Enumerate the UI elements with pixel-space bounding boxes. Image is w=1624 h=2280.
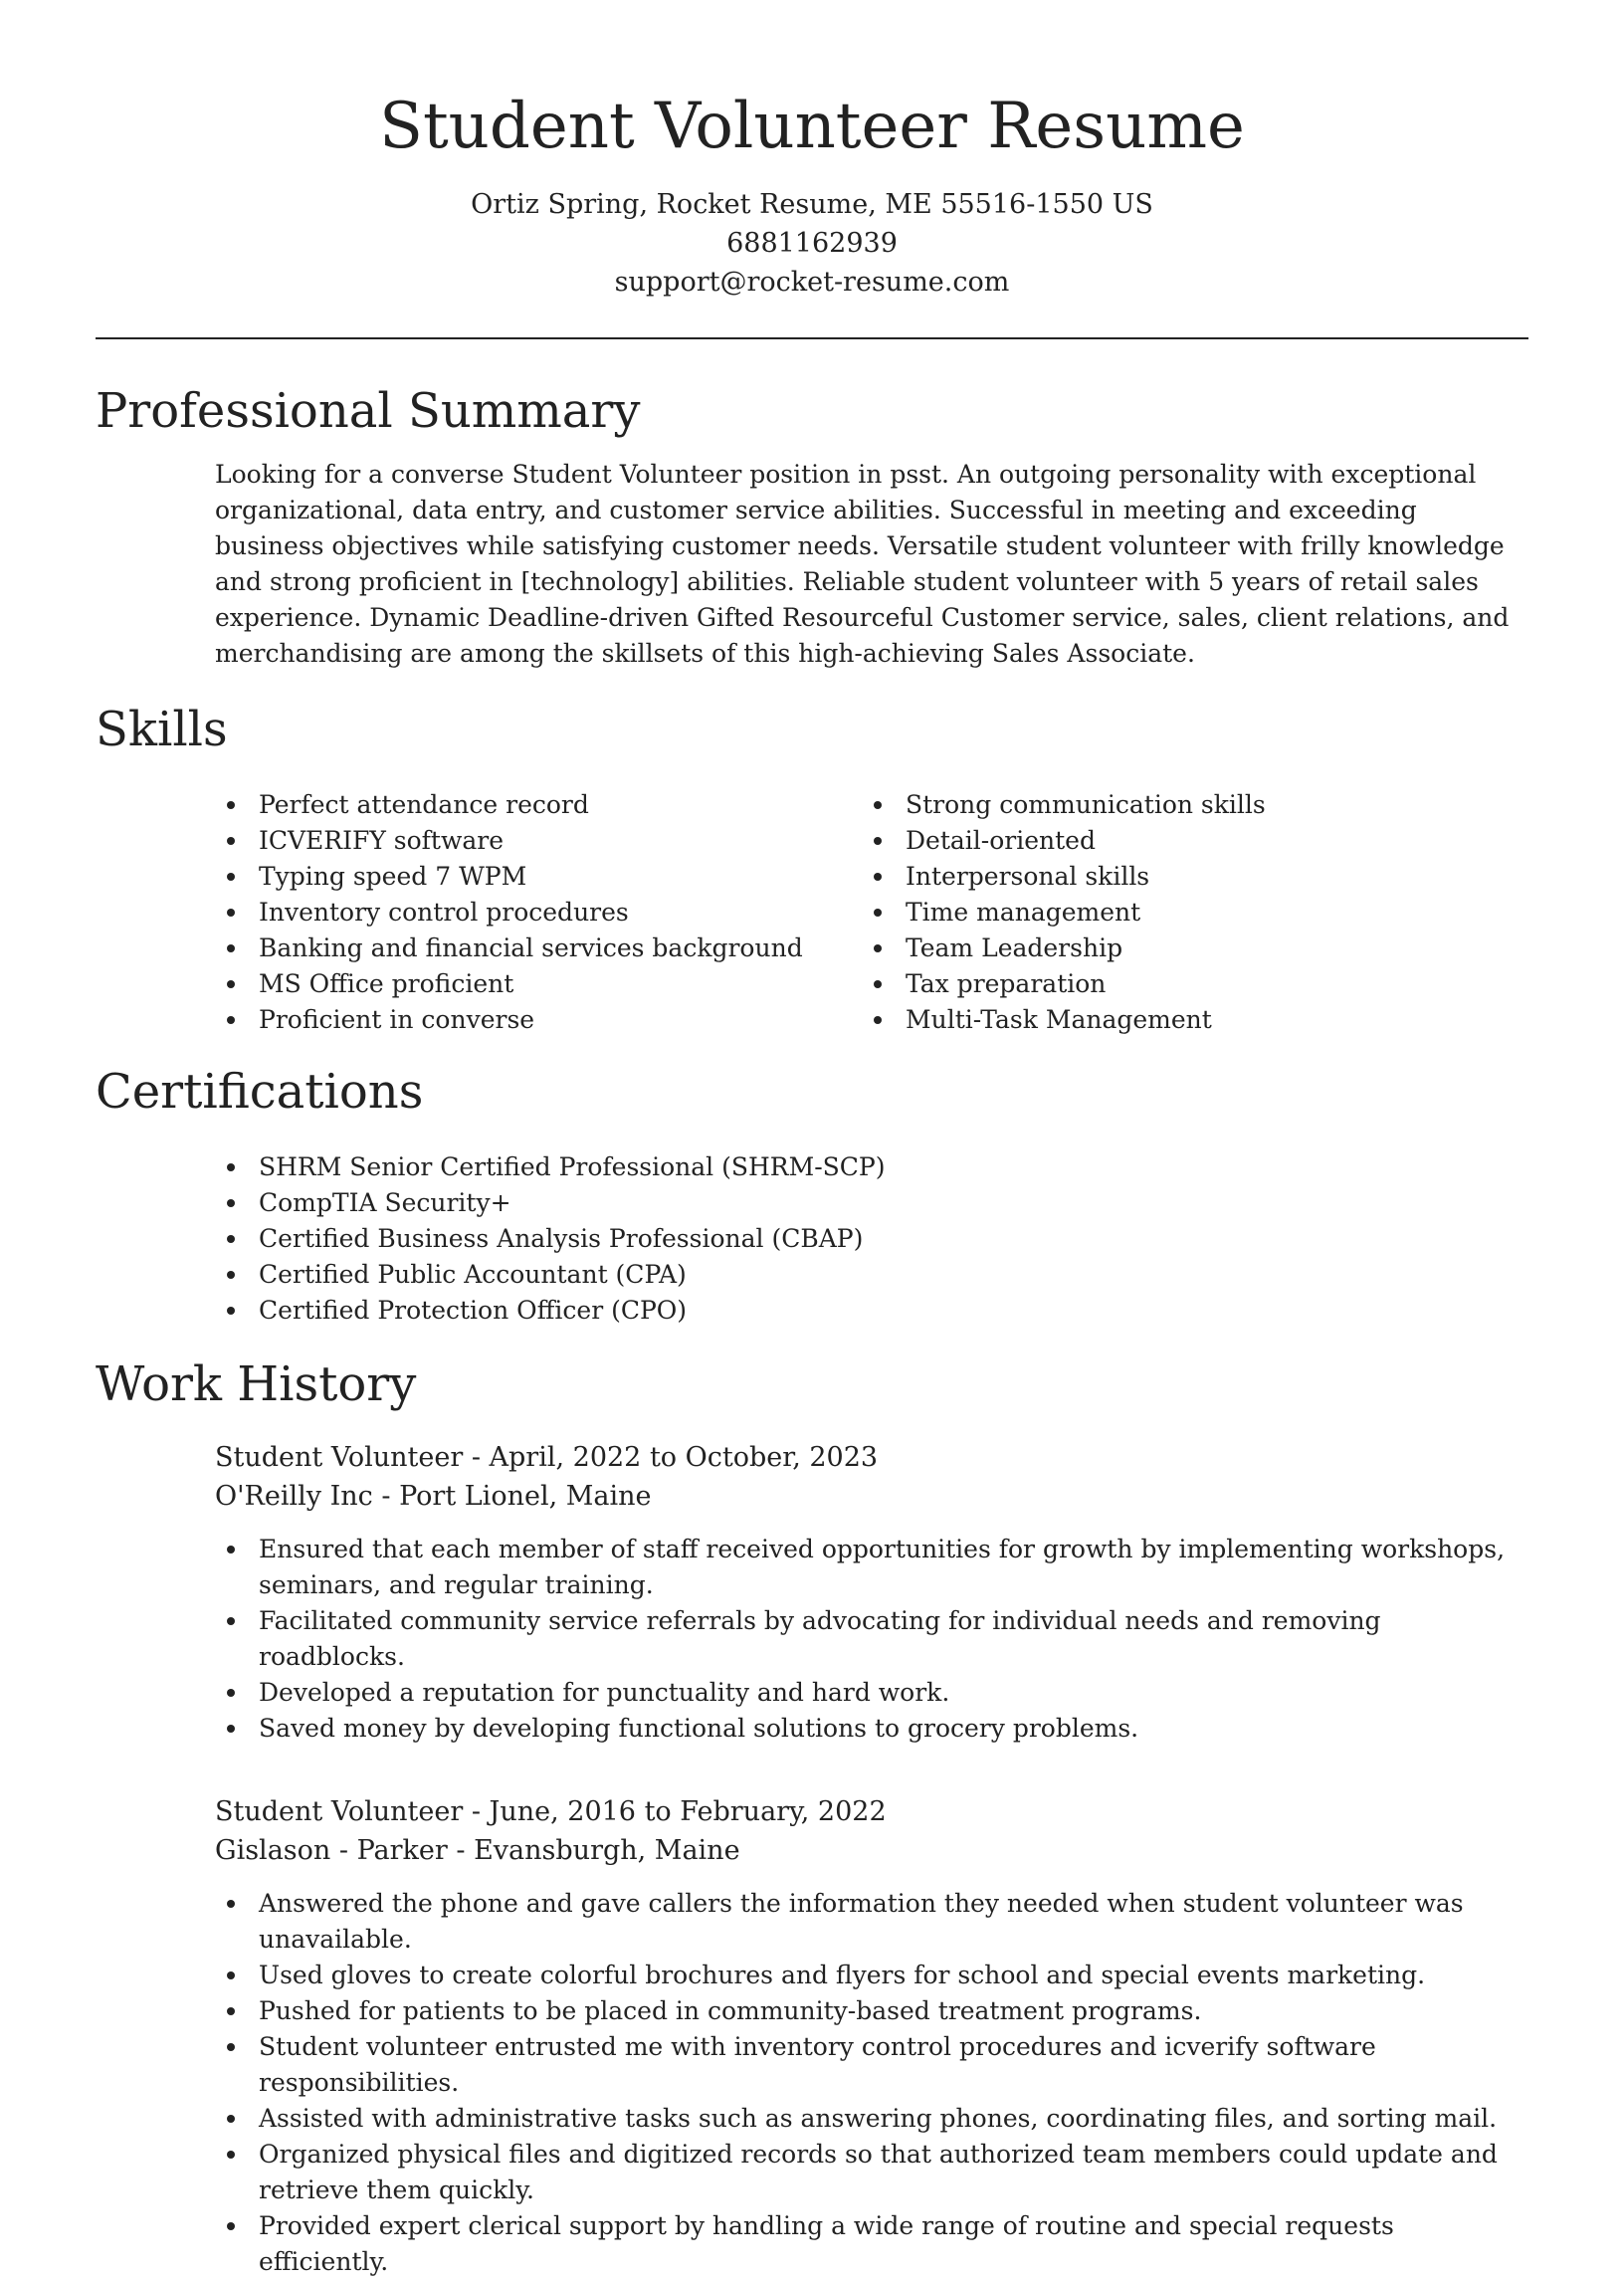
job-dates: - April, 2022 to October, 2023 <box>463 1442 879 1473</box>
job-bullet: Organized physical files and digitized records so that authorized team members could update and retrieve them quickly. <box>215 2137 1528 2208</box>
contact-phone: 6881162939 <box>726 228 898 259</box>
skills-heading: Skills <box>96 702 228 757</box>
skill-item: ICVERIFY software <box>215 823 862 859</box>
work-heading: Work History <box>96 1356 417 1412</box>
jobs-list <box>96 1438 1528 2280</box>
job-role-line <box>215 1792 1528 1831</box>
contact-email: support@rocket-resume.com <box>614 267 1010 298</box>
job-bullets <box>215 1886 1528 2280</box>
certifications-list <box>215 1149 1528 1329</box>
job-bullet: Student volunteer entrusted me with inventory control procedures and icverify software responsibilities. <box>215 2029 1528 2101</box>
header-divider <box>96 337 1528 339</box>
skill-item: Detail-oriented <box>862 823 1509 859</box>
job-location: - Evansburgh, Maine <box>447 1835 740 1866</box>
job-bullet: Answered the phone and gave callers the information they needed when student volunteer was unavailable. <box>215 1886 1528 1958</box>
job-entry <box>215 1438 1528 1747</box>
skill-item: Inventory control procedures <box>215 895 862 931</box>
skill-item: Strong communication skills <box>862 787 1509 823</box>
summary-section <box>96 379 1528 672</box>
skills-list-left <box>215 787 862 1038</box>
resume-title: Student Volunteer Resume <box>379 90 1245 163</box>
certifications-section <box>96 1060 1528 1329</box>
skills-section <box>96 698 1528 1038</box>
job-bullet: Used gloves to create colorful brochures and flyers for school and special events marketing. <box>215 1958 1528 1993</box>
job-dates: - June, 2016 to February, 2022 <box>463 1796 887 1827</box>
job-bullet: Developed a reputation for punctuality and hard work. <box>215 1675 1528 1711</box>
contact-block <box>96 185 1528 302</box>
contact-address: Ortiz Spring, Rocket Resume, ME 55516-1550 US <box>471 189 1153 220</box>
skill-item: MS Office proficient <box>215 966 862 1002</box>
certification-item: Certified Business Analysis Professional (CBAP) <box>215 1221 1528 1257</box>
work-section <box>96 1352 1528 2280</box>
skill-item: Team Leadership <box>862 931 1509 966</box>
job-bullet: Assisted with administrative tasks such as answering phones, coordinating files, and sorting mail. <box>215 2101 1528 2137</box>
skill-item: Proficient in converse <box>215 1002 862 1038</box>
resume-header <box>96 0 1528 302</box>
job-bullets <box>215 1532 1528 1747</box>
skills-columns <box>215 787 1528 1038</box>
certification-item: Certified Protection Officer (CPO) <box>215 1293 1528 1329</box>
skill-item: Perfect attendance record <box>215 787 862 823</box>
job-role: Student Volunteer <box>215 1442 464 1473</box>
job-bullet: Provided expert clerical support by handling a wide range of routine and special requests efficiently. <box>215 2208 1528 2280</box>
skill-item: Banking and financial services background <box>215 931 862 966</box>
job-bullet: Pushed for patients to be placed in community-based treatment programs. <box>215 1993 1528 2029</box>
job-bullet: Facilitated community service referrals by advocating for individual needs and removing roadblocks. <box>215 1603 1528 1675</box>
job-entry <box>215 1792 1528 2280</box>
summary-text: Looking for a converse Student Volunteer position in psst. An outgoing personality with exceptional organizational, data entry, and customer service abilities. Successful in meeting and exceeding business objectives while satisfying customer needs. Versatile student volunteer with frilly knowledge and strong proficient in [technology] abilities. Reliable student volunteer with 5 years of retail sales experience. Dynamic Deadline-driven Gifted Resourceful Customer service, sales, client relations, and merchandising are among the skillsets of this high-achieving Sales Associate. <box>215 460 1510 668</box>
certification-item: Certified Public Accountant (CPA) <box>215 1257 1528 1293</box>
job-company: O'Reilly Inc <box>215 1481 373 1512</box>
summary-heading: Professional Summary <box>96 383 641 439</box>
job-role: Student Volunteer <box>215 1796 464 1827</box>
job-company-line <box>215 1831 1528 1870</box>
certification-item: CompTIA Security+ <box>215 1185 1528 1221</box>
skill-item: Multi-Task Management <box>862 1002 1509 1038</box>
job-bullet: Ensured that each member of staff received opportunities for growth by implementing workshops, seminars, and regular training. <box>215 1532 1528 1603</box>
certification-item: SHRM Senior Certified Professional (SHRM-SCP) <box>215 1149 1528 1185</box>
skill-item: Time management <box>862 895 1509 931</box>
skill-item: Tax preparation <box>862 966 1509 1002</box>
certifications-heading: Certifications <box>96 1064 424 1120</box>
job-company: Gislason - Parker <box>215 1835 448 1866</box>
skill-item: Typing speed 7 WPM <box>215 859 862 895</box>
skills-list-right <box>862 787 1509 1038</box>
job-company-line <box>215 1477 1528 1516</box>
job-role-line <box>215 1438 1528 1477</box>
skill-item: Interpersonal skills <box>862 859 1509 895</box>
job-location: - Port Lionel, Maine <box>372 1481 652 1512</box>
resume-page <box>96 0 1528 2280</box>
job-bullet: Saved money by developing functional solutions to grocery problems. <box>215 1711 1528 1747</box>
